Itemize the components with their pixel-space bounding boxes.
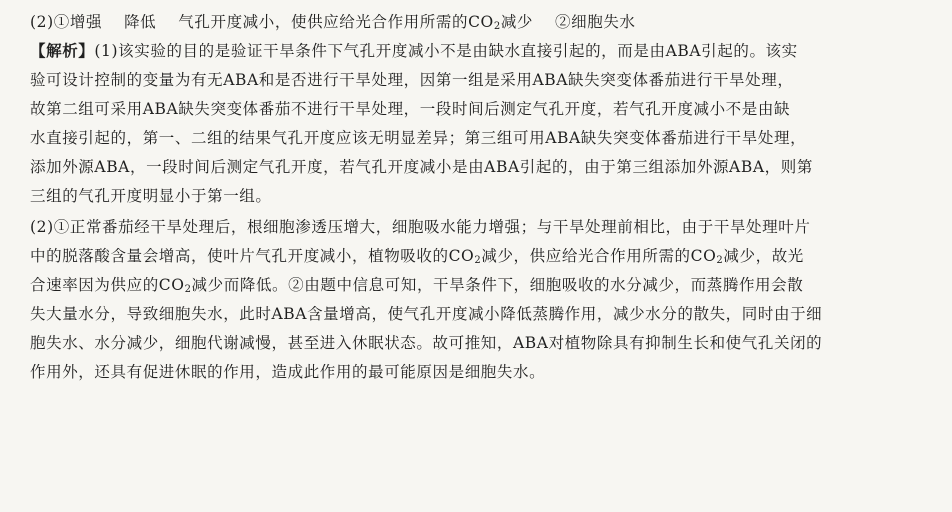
answer-decrease: 降低 [124, 13, 157, 31]
analysis-line-7 [30, 213, 938, 242]
co2-subscript: 2 [493, 21, 501, 32]
analysis-line-6 [30, 182, 938, 211]
analysis-text: 作用外，还具有促进休眠的作用，造成此作用的最可能原因是细胞失水。 [30, 363, 546, 381]
analysis-line-2 [30, 66, 938, 95]
analysis-text: 减少，供应给光合作用所需的CO [481, 247, 717, 265]
analysis-text: (2)①正常番茄经干旱处理后，根细胞渗透压增大，细胞吸水能力增强；与干旱处理前相比，由于干旱处理叶片 [30, 218, 811, 236]
analysis-text: 合速率因为供应的CO [30, 276, 185, 294]
analysis-text: 减少，故光 [723, 247, 804, 265]
analysis-line-12 [30, 358, 938, 387]
analysis-text: 失大量水分，导致细胞失水，此时ABA含量增高，使气孔开度减小降低蒸腾作用，减少水分的散失，同时由于细 [30, 305, 823, 323]
answer-stomata-text: 气孔开度减小，使供应给光合作用所需的CO [178, 13, 494, 31]
analysis-text: 胞失水、水分减少，细胞代谢减慢，甚至进入休眠状态。故可推知，ABA对植物除具有抑制生长和使气孔关闭的 [30, 334, 823, 352]
analysis-line-10 [30, 300, 938, 329]
answer-cell-water-loss: ②细胞失水 [555, 13, 636, 31]
analysis-text: 故第二组可采用ABA缺失突变体番茄不进行干旱处理，一段时间后测定气孔开度，若气孔开度减小不是由缺 [30, 100, 791, 118]
analysis-label: 【解析】 [30, 42, 95, 60]
analysis-text: 中的脱落酸含量会增高，使叶片气孔开度减小，植物吸收的CO [30, 247, 475, 265]
analysis-line-8 [30, 242, 938, 271]
analysis-line-5 [30, 153, 938, 182]
analysis-text: 减少而降低。②由题中信息可知，干旱条件下，细胞吸收的水分减少，而蒸腾作用会散 [191, 276, 804, 294]
answer-line [30, 8, 938, 37]
analysis-text: (1)该实验的目的是验证干旱条件下气孔开度减小不是由缺水直接引起的，而是由ABA引起的。该实 [94, 42, 798, 60]
analysis-line-4 [30, 124, 938, 153]
analysis-line-3 [30, 95, 938, 124]
analysis-text: 三组的气孔开度明显小于第一组。 [30, 187, 272, 205]
co2-subscript: 2 [474, 255, 482, 266]
analysis-text: 水直接引起的，第一、二组的结果气孔开度应该无明显差异；第三组可用ABA缺失突变体番茄进行干旱处理， [30, 129, 807, 147]
co2-subscript: 2 [184, 284, 192, 295]
analysis-text: 添加外源ABA，一段时间后测定气孔开度，若气孔开度减小是由ABA引起的，由于第三组添加外源ABA，则第 [30, 158, 813, 176]
analysis-text: 验可设计控制的变量为有无ABA和是否进行干旱处理，因第一组是采用ABA缺失突变体番茄进行干旱处理， [30, 71, 794, 89]
answer-reduce: 减少 [500, 13, 534, 31]
analysis-line-9 [30, 271, 938, 300]
analysis-line-1 [30, 37, 938, 66]
answer-part-enhance: (2)①增强 [30, 13, 103, 31]
co2-subscript: 2 [716, 255, 724, 266]
analysis-line-11 [30, 329, 938, 358]
